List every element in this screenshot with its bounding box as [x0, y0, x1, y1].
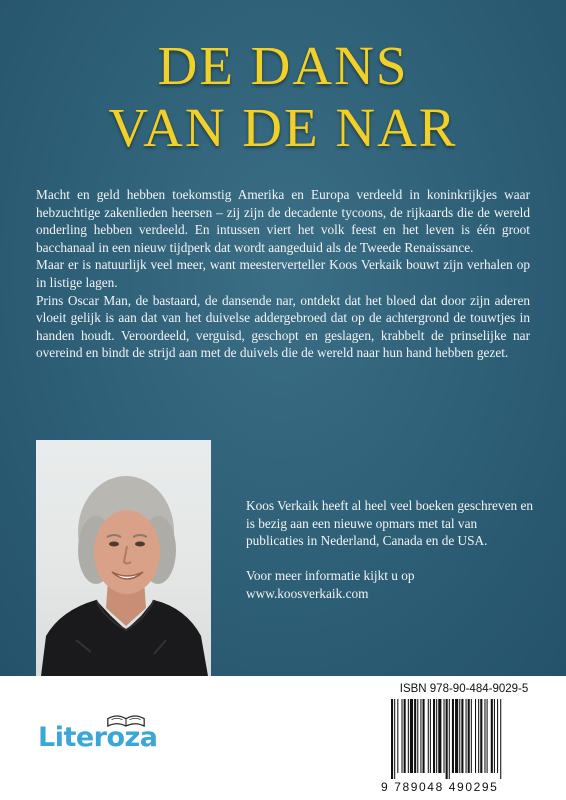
barcode-bar: [494, 699, 495, 773]
barcode-bar: [444, 699, 445, 773]
blurb: [36, 186, 530, 362]
barcode-bar: [402, 699, 403, 773]
barcode-bar: [471, 699, 472, 773]
barcode-bar: [438, 699, 441, 773]
barcode: [381, 697, 547, 779]
blurb-paragraph-1: Macht en geld hebben toekomstig Amerika en Europa verdeeld in koninkrijkjes waar hebzuchtige zakenlieden heersen – zij zijn de decadente tycoons, de rijkaards die de wereld onderling hebben verdeeld. En intussen viert het volk feest en het leven is één groot bacchanaal in een nieuw tijdperk dat wordt aangeduid als de Tweede Renaissance.: [36, 187, 530, 255]
barcode-bar: [404, 699, 406, 773]
barcode-bar: [497, 699, 498, 773]
barcode-bar: [397, 699, 398, 773]
barcode-bar: [420, 699, 421, 773]
barcode-bar: [446, 699, 448, 779]
barcode-bar: [417, 699, 418, 773]
barcode-bar: [491, 699, 493, 773]
author-bio: [246, 497, 536, 603]
barcode-bar: [480, 699, 482, 773]
barcode-bar: [449, 699, 450, 779]
author-photo: [36, 440, 211, 676]
barcode-bar: [478, 699, 479, 773]
barcode-bar: [459, 699, 460, 773]
author-bio-text: Koos Verkaik heeft al heel veel boeken geschreven en is bezig aan een nieuwe opmars met tal van publicaties in Nederland, Canada en de USA.: [246, 498, 533, 549]
barcode-bar: [475, 699, 476, 773]
book-title-line-1: DE DANS: [157, 35, 409, 96]
barcode-bar: [436, 699, 437, 773]
isbn-label: ISBN 978-90-484-9029-5: [399, 683, 529, 695]
barcode-bar: [487, 699, 488, 773]
barcode-bar: [452, 699, 454, 773]
book-title-line-2: VAN DE NAR: [108, 97, 458, 158]
more-info-label: Voor meer informatie kijkt u op: [246, 568, 415, 584]
barcode-bar: [433, 699, 435, 773]
barcode-bar: [408, 699, 409, 773]
barcode-bar: [500, 699, 501, 779]
barcode-bar: [461, 699, 463, 773]
barcode-bar: [466, 699, 467, 773]
barcode-bar: [484, 699, 485, 773]
author-portrait-illustration: [36, 440, 211, 676]
barcode-bar: [394, 699, 395, 779]
barcode-bar: [455, 699, 458, 773]
barcode-bar: [423, 699, 425, 773]
barcode-digits: 9 789048 490295: [381, 780, 499, 794]
publisher-logo: Literoza: [38, 722, 158, 753]
barcode-bar: [410, 699, 413, 773]
barcode-bar: [414, 699, 416, 773]
blurb-paragraph-3: Prins Oscar Man, de bastaard, de dansende nar, ontdekt dat het bloed dat door zijn aderen vloeit gelijk is aan dat van het duivelse addergebroed dat op de achtergrond de touwtjes in handen houdt. Veroordeeld, verguisd, geschopt en geslagen, krabbelt de prinselijke nar overeind en bindt de strijd aan met de duivels die de wereld naar hun hand hebben gezet.: [36, 292, 530, 361]
barcode-bar: [428, 699, 429, 773]
barcode-bar: [468, 699, 470, 773]
barcode-bar: [391, 699, 393, 779]
barcode-bar: [430, 699, 431, 773]
blurb-paragraph-2: Maar er is natuurlijk veel meer, want meesterverteller Koos Verkaik bouwt zijn verhalen op in listige lagen.: [36, 257, 530, 290]
author-website-link[interactable]: www.koosverkaik.com: [246, 585, 369, 601]
